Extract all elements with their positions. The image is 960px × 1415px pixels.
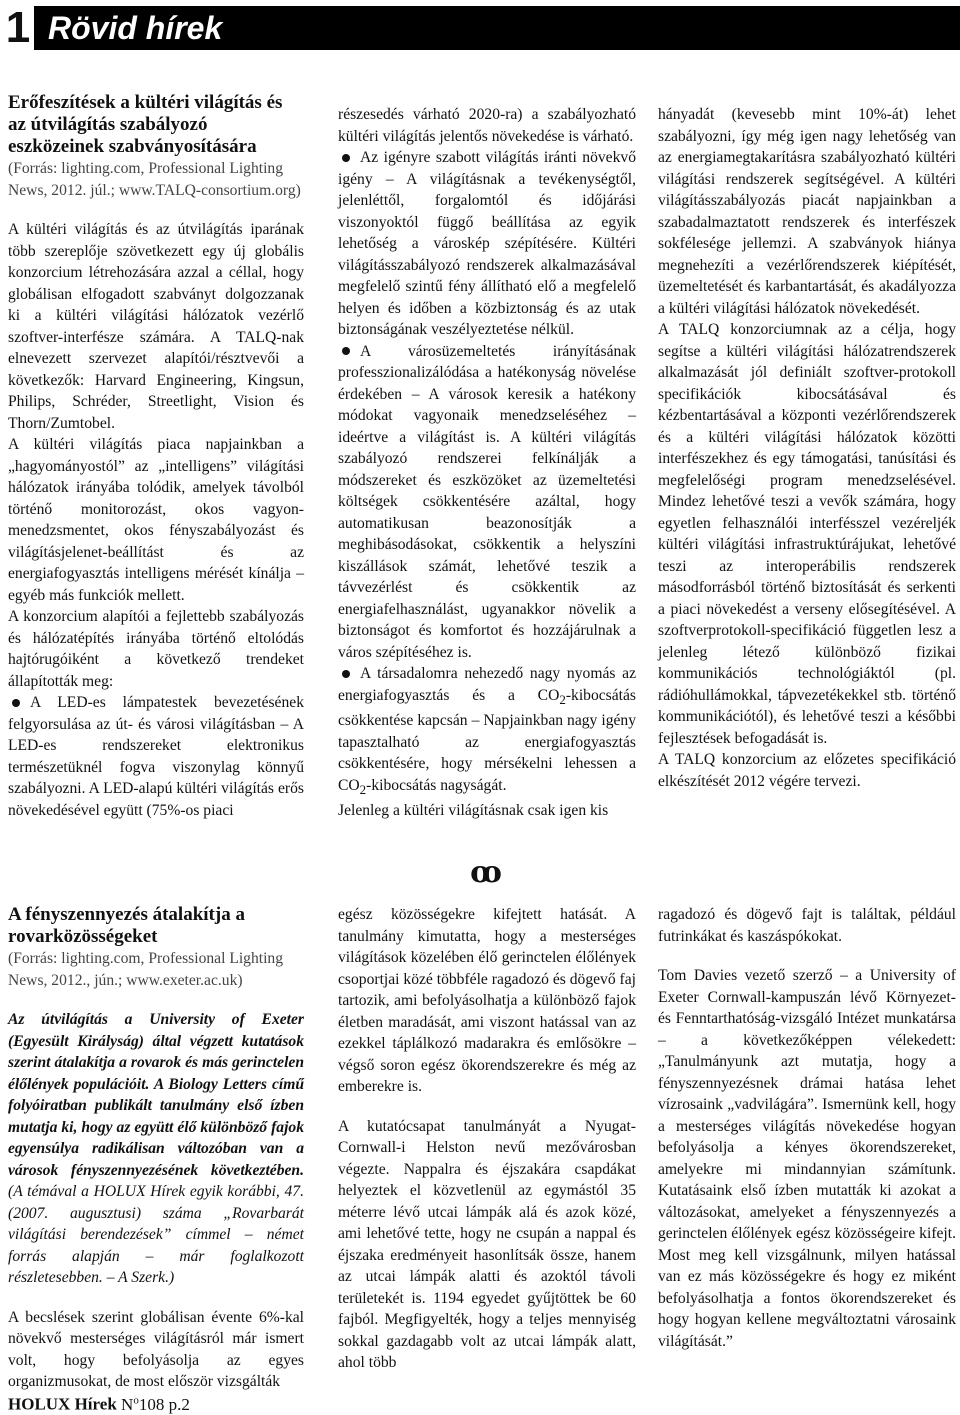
article1-paragraph: A kültéri világítás és az útvilágítás iparának több szereplője szövetkezett egy új globális konzorcium létrehozására azzal a céllal, hogy globálisan elfogadott szabványt dolgozzanak ki a kültéri világítási hálózatok vezérlő szoftver-interfésze számára. A TALQ-nak elnevezett szervezet alapítói/résztvevői a következők: Harvard Engineering, Kingsun, Philips, Schréder, Streetlight, Vision és Thorn/Zumtobel. — [8, 221, 304, 432]
article1-paragraph: hányadát (kevesebb mint 10%-át) lehet szabályozni, így még igen nagy lehetőség van az energiamegtakarításra szabályozható kültéri világítási rendszerek segítségével. A kültéri világításszabályozás piacát napjainkban a szabadalmaztatott rendszerek és interfészek sokfélesége jellemzi. A szabványok hiánya megnehezíti a vezérlőrendszerek kiépítését, üzemeltetését és karbantartását, és akadályozza a kültéri világítási hálózatok növekedését. — [658, 106, 956, 317]
bullet-icon — [342, 347, 350, 355]
page-footer — [8, 1390, 190, 1415]
bullet-icon — [342, 154, 350, 162]
bullet-icon — [12, 699, 20, 707]
article1-bullet: Az igényre szabott világítás iránti növekvő igény – A világításnak a tevékenységtől, jelenléttől, forgalomtól és időjárási viszonyoktól függő beállítása az egyik lehetőség a városkép szépítésére. Kültéri világításszabályozó rendszerek alkalmazásával megfelelő szintű fény állítható elő a megfelelő helyen és időben a közbiztonság és az utak biztonságának veszélyeztetése nélkül. — [338, 149, 636, 338]
section-number: 1 — [5, 3, 31, 52]
article1-col2 — [338, 104, 636, 822]
section-header — [0, 0, 960, 50]
article1-paragraph: A kültéri világítás piaca napjainkban a „hagyományostól” az „intelligens” világítási hálózatok irányába tolódik, amelyek távolból történő monitorozást, okos vagyon-menedzsmentet, okos fényszabályozást és világításjelenet-beállítást és az energiafogyasztás intelligens mérését kínálja – egyéb más funkciók mellett. — [8, 436, 304, 604]
article2-paragraph: egész közösségekre kifejtett hatását. A tanulmány kimutatta, hogy a mesterséges világítások közelében élő gerinctelen élőlények csoportjai közé többféle ragadozó és dögevő faj tartozik, ami befolyásolhatja a különböző fajok életben maradását, ami viszont hatással van az ezekkel táplálkozó madarakra és emlősökre – végső soron egész ökorendszerekre és még az emberekre is. — [338, 906, 636, 1095]
article2-col2 — [338, 904, 636, 1374]
section-title: Rövid hírek — [34, 6, 960, 50]
article1-col1 — [8, 92, 304, 821]
article1-paragraph: A konzorcium alapítói a fejlettebb szabályozás és hálózatépítés irányába történő eltolódás hajtórugóiként a következő trendeket állapították meg: — [8, 608, 304, 690]
article2-lead: Az útvilágítás a University of Exeter (Egyesült Királyság) által végzett kutatások szerint átalakítja a rovarok és más gerinctelen élőlények populációit. A Biology Letters című folyóiratban publikált tanulmány első ízben mutatja ki, hogy az együtt élő különböző fajok egyensúlya radikálisan változóban van a városok fényszennyezésének következtében. (A témával a HOLUX Hírek egyik korábbi, 47. (2007. augusztusi) száma „Rovarbarát világítási berendezések” címmel – német forrás alapján – már foglalkozott részletesebben. – A Szerk.) — [8, 1011, 304, 1286]
article2-title: A fényszennyezés átalakítja a rovarközösségeket — [8, 904, 245, 947]
article1-paragraph: Jelenleg a kültéri világításnak csak igen kis — [338, 802, 609, 820]
article2-paragraph: A kutatócsapat tanulmányát a Nyugat-Cornwall-i Helston nevű mezővárosban végezte. Nappalra és éjszakára csapdákat helyeztek el közvetlenül az egymástól 35 méterre lévő utcai lámpák alá és azok közé, ami lehetővé tette, hogy ne csupán a nappal és éjszaka eredményeit hasonlítsák össze, hanem az utcai lámpák alatti és azoktól távoli területekét is. 1194 egyedet gyűjtöttek be 60 fajból. Megfigyelték, hogy a teljes mennyiség sokkal gazdagabb volt az utcai lámpák alatt, ahol több — [338, 1117, 636, 1371]
article2-paragraph: ragadozó és dögevő fajt is találtak, például futrinkákat és kaszáspókokat. — [658, 906, 956, 945]
article2-editor-note: (A témával a HOLUX Hírek egyik korábbi, 47. (2007. augusztusi) száma „Rovarbarát világítási berendezések” címmel – német forrás alapján – már foglalkozott részletesebben. – A Szerk.) — [8, 1183, 304, 1286]
article1-bullet: A LED-es lámpatestek bevezetésének felgyorsulása az út- és városi világításban – A LED-es rendszereket elektronikus természetüknél fogva viszonylag könnyű szabályozni. A LED-alapú kültéri világítás erős növekedésével együtt (75%-os piaci — [8, 694, 304, 819]
article1-bullet: A városüzemeltetés irányításának professzionalizálódása a hatékonyság növelése érdekében – A városok keresik a hatékony módokat vagyonaik menedzseléséhez – ideértve a világítást is. A kültéri világítás szabályozó rendszerei felkínálják a módszereket és eszközöket az üzemeltetési költségek csökkentésére azáltal, hogy automatikusan beazonosítják a meghibásodásokat, csökkentik a helyszíni kiszállások számát, lehetővé teszik a távvezérlést és csökkentik az energiafelhasználást, ugyanakkor növelik a biztonságot és komfortot és hozzájárulnak a város szépítéséhez is. — [338, 342, 636, 661]
article2-col1 — [8, 904, 304, 1393]
article2-col3 — [658, 904, 956, 1352]
article1-col3 — [658, 104, 956, 792]
article1-paragraph: A TALQ konzorciumnak az a célja, hogy segítse a kültéri világítási hálózatrendszerek alkalmazását jól definiált szoftver-protokoll specifikációk kibocsátásával és kézbentartásával a központi vezérlőrendszerek és a kültéri világítási hálózatok közötti interfészekhez és egy támogatási, tanúsítási és megfelelőségi program menedzselésével. Mindez lehetővé teszi a vevők számára, hogy egyetlen felhasználói interfésszel vezéreljék kültéri világítási infrastruktúrájukat, lehetővé teszi az interoperábilis rendszerek másodforrásból történő biztosítását és serkenti a piaci növekedést a verseny elősegítésével. A szoftverprotokoll-specifikáció független lesz a jelenleg létező különböző fizikai kommunikációs technológiáktól (pl. rádióhullámokkal, tápvezetékekkel stb. történő kommunikációtól), és lehetővé teszi a későbbi fejlesztések befogadását is. — [658, 321, 956, 747]
article2-paragraph: Tom Davies vezető szerző – a University of Exeter Cornwall-kampuszán lévő Környezet- és Fenntarthatóság-vizsgáló Intézet munkatársa – a következőképpen vélekedett: „Tanulmányunk azt mutatja, hogy a fényszennyezésnek drámai hatása lehet vízrosaink „vadvilágára”. Ismernünk kell, hogy a mesterséges világítás növekedése hogyan befolyásolja a kényes ökorendszereket, amelyekre mi mindannyian számítunk. Kutatásaink első ízben mutatták ki azokat a változásokat, amelyeket a fényszennyezés a gerinctelen élőlények egész közösségeire kifejt. Most meg kell vizsgálnunk, milyen hatással van ez más közösségekre és hogy ez miként befolyásolhatja a fontos ökorendszereket és hogy hogyan kellene megváltoztatni városaink világítását.” — [658, 967, 956, 1350]
article1-bullet: A társadalomra nehezedő nagy nyomás az energiafogyasztás és a $CO_2$-kibocsátás csökkentése kapcsán – Napjainkban nagy igény tapasztalható az energiafogyasztás csökkentésére, hogy mérsékelni lehessen a $CO_2$-kibocsátás nagyságát. — [338, 665, 636, 797]
article1-paragraph: részesedés várható 2020-ra) a szabályozható kültéri világítás jelentős növekedése is várható. — [338, 106, 636, 145]
article2-paragraph: A becslések szerint globálisan évente 6%-kal növekvő mesterséges világításról már ismert volt, hogy befolyásolja az egyes organizmusokat, de most először vizsgálták — [8, 1308, 304, 1390]
article1-title: Erőfeszítések a kültéri világítás és az útvilágítás szabályozó eszközeinek szabványosítására — [8, 92, 283, 157]
article2-source: (Forrás: lighting.com, Professional Lighting News, 2012., jún.; www.exeter.ac.uk) — [8, 950, 284, 989]
footer-issue: $N^o108$ p.2 — [121, 1394, 190, 1414]
divider-ornament-icon: ꝏ — [470, 855, 502, 890]
article1-source: (Forrás: lighting.com, Professional Lighting News, 2012. júl.; www.TALQ-consortium.org) — [8, 160, 301, 199]
article1-paragraph: A TALQ konzorcium az előzetes specifikáció elkészítését 2012 végére tervezi. — [658, 751, 956, 790]
bullet-icon — [342, 670, 350, 678]
footer-publication: HOLUX Hírek — [8, 1394, 117, 1414]
